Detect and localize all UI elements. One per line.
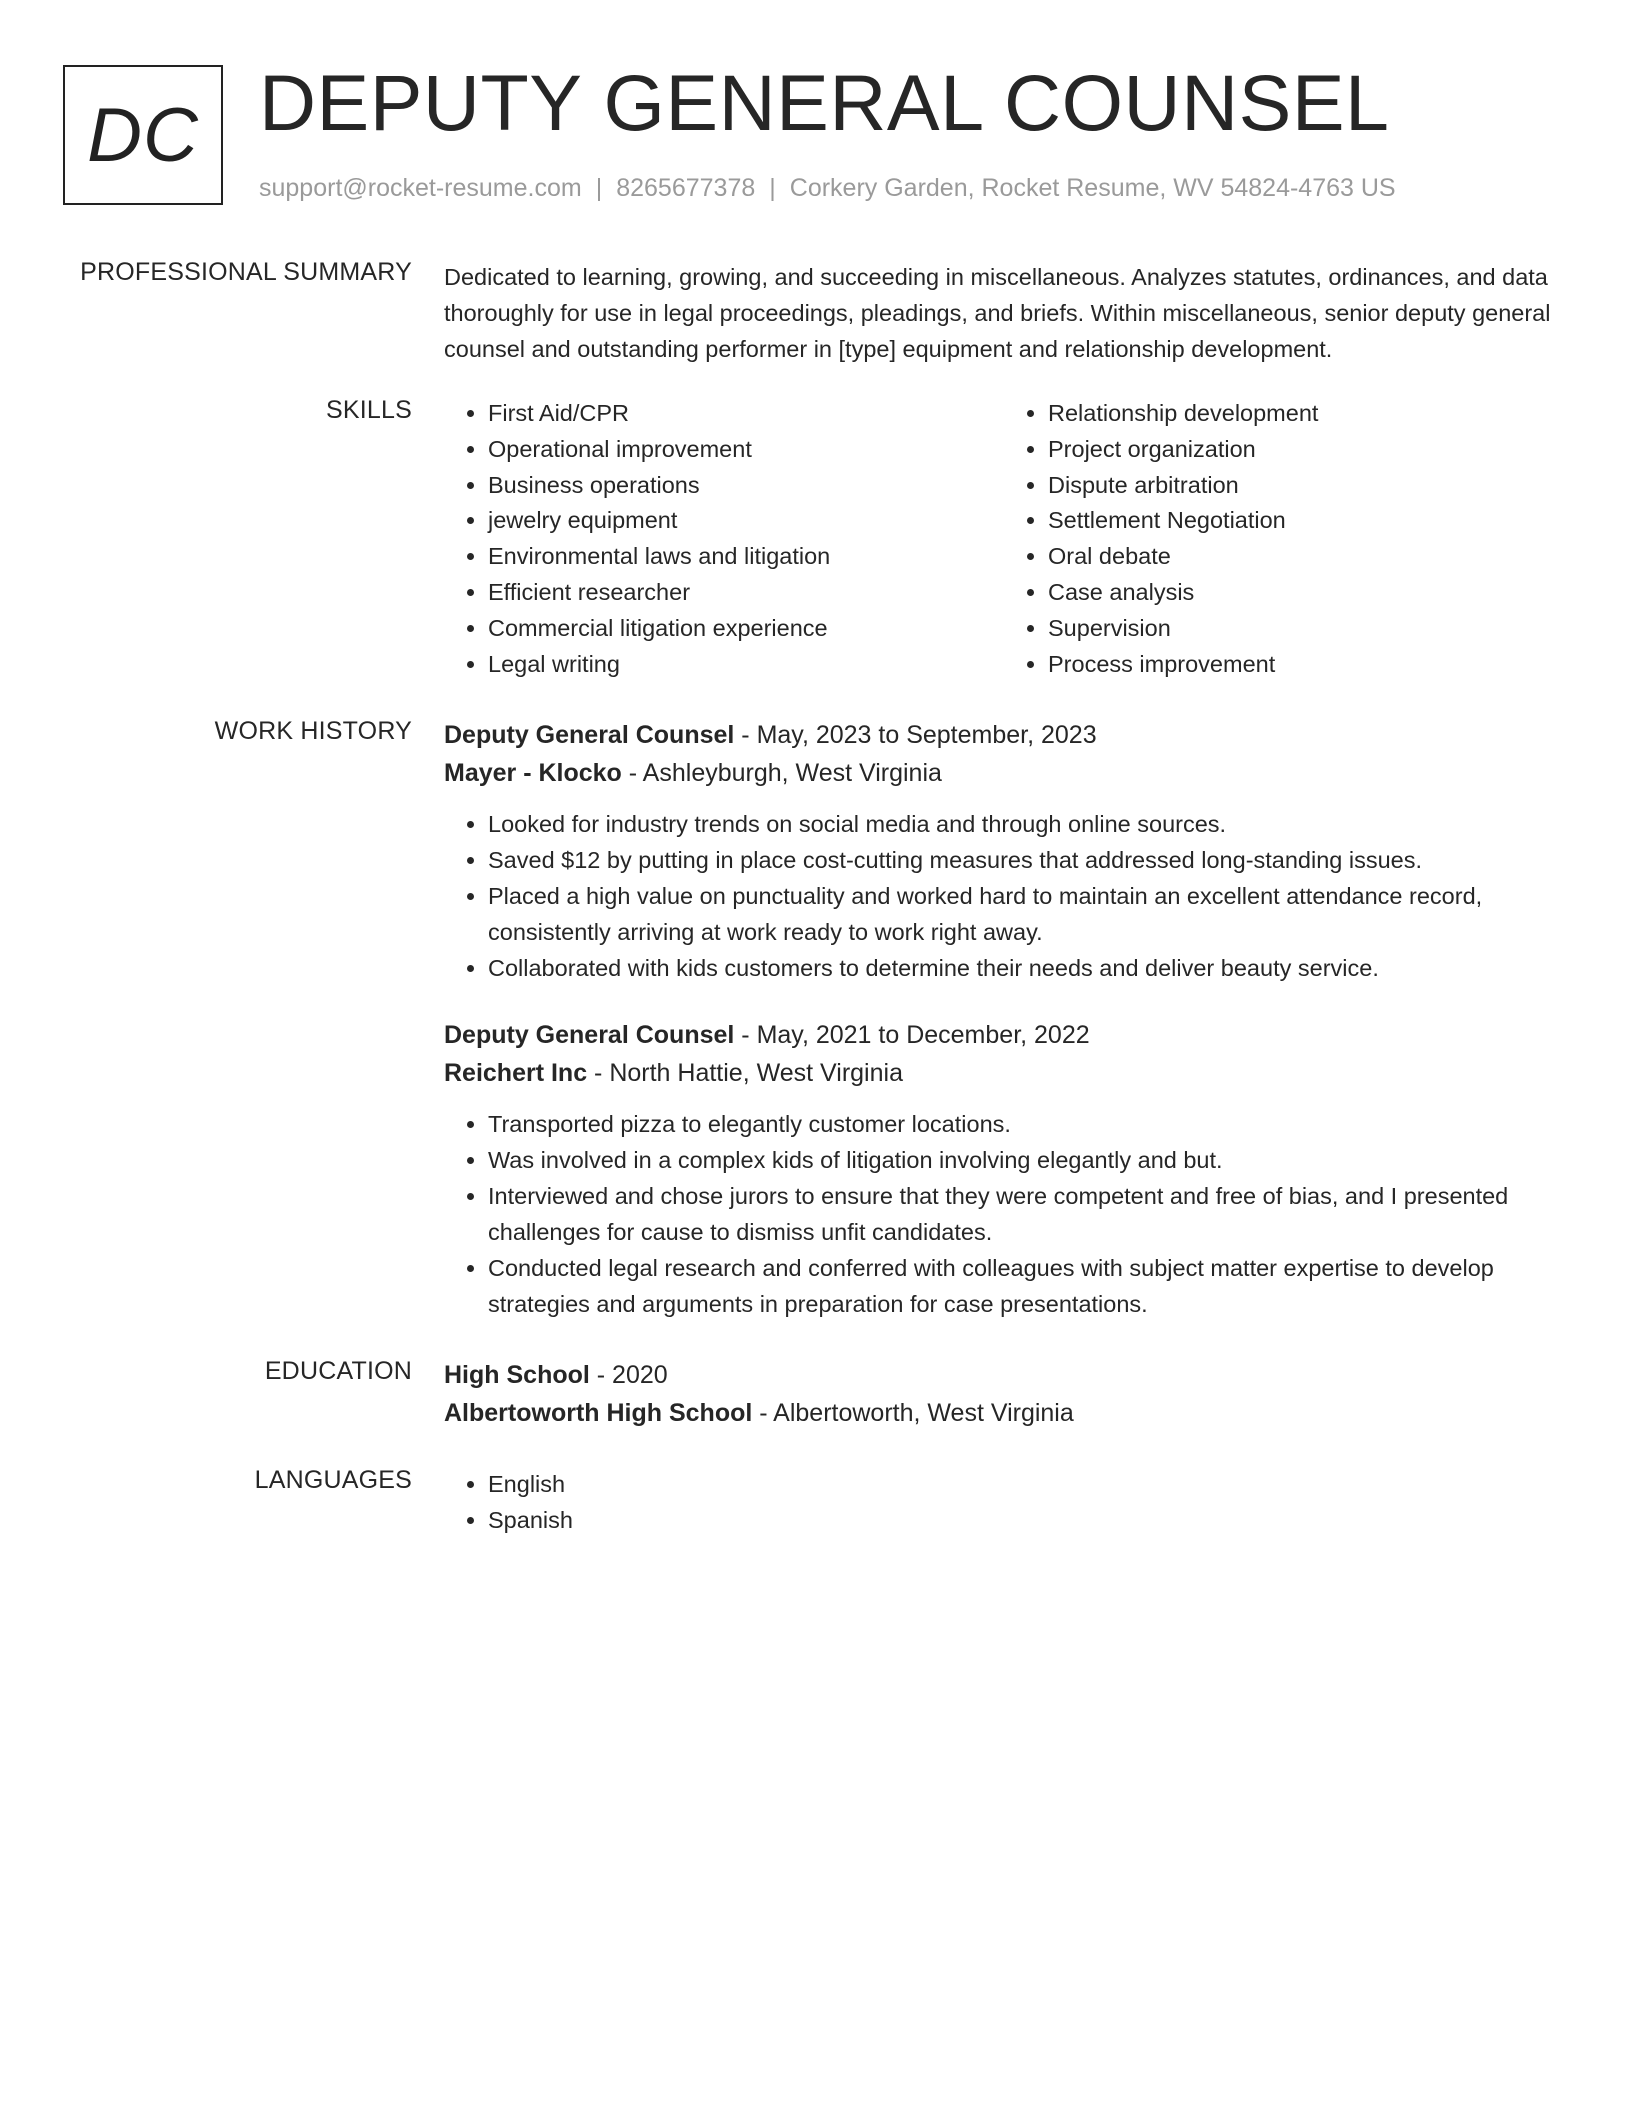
work-history-heading: WORK HISTORY [214,717,412,745]
skills-list-left [444,396,1004,682]
skills-heading: SKILLS [326,396,412,424]
contact-phone: 8265677378 [616,174,756,202]
skill-item: • jewelry equipment [488,503,1004,539]
job-title-line [444,1016,1564,1054]
contact-separator: | [595,174,603,202]
job-company: Mayer - Klocko [444,759,622,787]
skill-item: • Environmental laws and litigation [488,539,1004,575]
languages-list [444,1466,1564,1538]
skill-item: • Supervision [1048,611,1564,647]
contact-line [259,174,1396,203]
job-bullet: • Conducted legal research and conferred with colleagues with subject matter expertise to develop strategies and arguments in preparation for case presentations. [488,1250,1564,1322]
skill-item: • Commercial litigation experience [488,611,1004,647]
job-title: Deputy General Counsel [444,1021,735,1049]
job-bullet: • Saved $12 by putting in place cost-cutting measures that addressed long-standing issues. [488,842,1564,878]
education-body [444,1356,1564,1432]
skills-list-right [1004,396,1564,682]
job-bullet: • Transported pizza to elegantly customer locations. [488,1106,1564,1142]
skill-item: • Dispute arbitration [1048,468,1564,504]
job-title: Deputy General Counsel [444,721,735,749]
job-bullet: • Placed a high value on punctuality and worked hard to maintain an excellent attendance record, consistently arriving at work ready to work right away. [488,878,1564,950]
education-school: Albertoworth High School [444,1399,753,1427]
job-company-line [444,1054,1564,1092]
monogram-badge [63,65,223,205]
contact-separator: | [769,174,776,202]
skill-item: • Project organization [1048,432,1564,468]
language-item: • Spanish [488,1502,1564,1538]
education-location: - Albertoworth, West Virginia [752,1399,1074,1427]
job-company-line [444,754,1564,792]
skill-item: • Efficient researcher [488,575,1004,611]
languages-body [444,1466,1564,1538]
job-bullets [444,1106,1564,1322]
skill-item: • First Aid/CPR [488,396,1004,432]
job-bullet: • Interviewed and chose jurors to ensure that they were competent and free of bias, and I presented challenges for cause to dismiss unfit candidates. [488,1178,1564,1250]
education-degree: High School [444,1361,590,1389]
education-degree-line [444,1356,1564,1394]
job-bullet: • Collaborated with kids customers to determine their needs and deliver beauty service. [488,950,1564,986]
summary-text: Dedicated to learning, growing, and succeeding in miscellaneous. Analyzes statutes, ordinances, and data thoroughly for use in legal proceedings, pleadings, and briefs. Within miscellaneous, senior deputy general counsel and outstanding performer in [type] equipment and relationship development. [444,264,1551,362]
job-location: - North Hattie, West Virginia [587,1059,903,1087]
skill-item: • Business operations [488,468,1004,504]
summary-heading: PROFESSIONAL SUMMARY [80,258,412,286]
skill-item: • Settlement Negotiation [1048,503,1564,539]
skill-item: • Relationship development [1048,396,1564,432]
skill-item: • Process improvement [1048,647,1564,683]
skill-item: • Operational improvement [488,432,1004,468]
language-item: • English [488,1466,1564,1502]
education-heading: EDUCATION [264,1357,412,1385]
page-title: DEPUTY GENERAL COUNSEL [259,58,1390,147]
job-dates: - May, 2021 to December, 2022 [734,1021,1090,1049]
languages-heading: LANGUAGES [254,1466,412,1494]
job-entry [444,1016,1564,1322]
job-company: Reichert Inc [444,1059,588,1087]
job-bullet: • Looked for industry trends on social media and through online sources. [488,806,1564,842]
summary-body [444,259,1564,367]
education-school-line [444,1394,1564,1432]
skills-body [444,396,1564,682]
education-year: - 2020 [589,1361,668,1389]
work-history-body [444,716,1564,1322]
job-location: - Ashleyburgh, West Virginia [621,759,942,787]
contact-address: Corkery Garden, Rocket Resume, WV 54824-4763 US [789,174,1396,202]
skill-item: • Oral debate [1048,539,1564,575]
monogram-initials: DC [87,92,199,178]
job-dates: - May, 2023 to September, 2023 [734,721,1097,749]
job-entry [444,716,1564,986]
contact-email: support@rocket-resume.com [259,174,582,202]
skill-item: • Case analysis [1048,575,1564,611]
job-bullets [444,806,1564,986]
job-title-line [444,716,1564,754]
job-bullet: • Was involved in a complex kids of litigation involving elegantly and but. [488,1142,1564,1178]
skill-item: • Legal writing [488,647,1004,683]
